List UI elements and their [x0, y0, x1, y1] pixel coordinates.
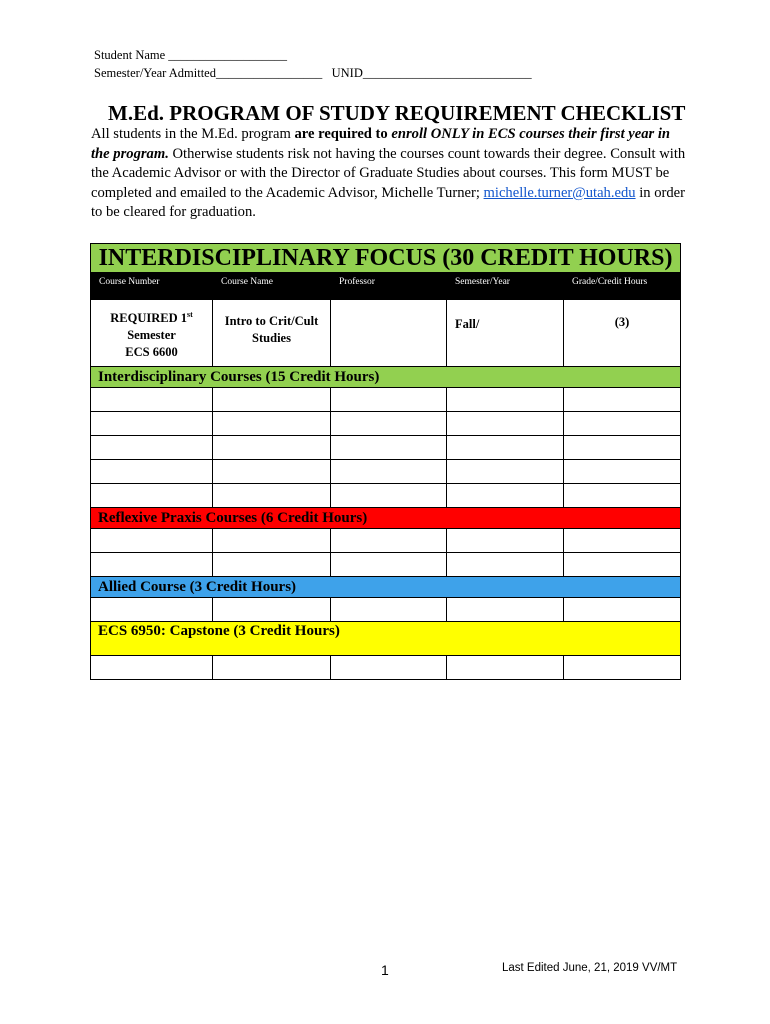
last-edited-note: Last Edited June, 21, 2019 VV/MT [502, 962, 678, 974]
table-cell[interactable] [91, 598, 213, 622]
interdisciplinary-section-header: Interdisciplinary Courses (15 Credit Hours) [91, 367, 681, 388]
table-cell[interactable] [447, 460, 564, 484]
table-cell[interactable] [213, 529, 331, 553]
table-row [91, 598, 681, 622]
table-cell[interactable] [447, 529, 564, 553]
table-cell[interactable] [447, 656, 564, 680]
table-cell[interactable] [91, 656, 213, 680]
required-course-name: Intro to Crit/Cult Studies [213, 300, 331, 367]
col-header-professor: Professor [331, 273, 447, 300]
table-cell[interactable] [564, 529, 681, 553]
table-cell[interactable] [91, 388, 213, 412]
reflexive-section-header: Reflexive Praxis Courses (6 Credit Hours) [91, 508, 681, 529]
page-title: M.Ed. PROGRAM OF STUDY REQUIREMENT CHECKLIST [108, 101, 686, 125]
table-cell[interactable] [91, 529, 213, 553]
table-row [91, 484, 681, 508]
table-cell[interactable] [564, 460, 681, 484]
intro-text-2: Otherwise students risk not having the courses count towards their degree. Consult with the Academic Advisor or with the Director of Graduate Studies about courses. This form MUST be completed and emailed to the Academic Advisor, Michelle Turner; [91, 145, 686, 201]
table-cell[interactable] [331, 388, 447, 412]
program-checklist-table [90, 243, 681, 680]
intro-paragraph [91, 125, 691, 223]
required-grade-cell[interactable]: (3) [564, 300, 681, 367]
table-cell[interactable] [91, 436, 213, 460]
table-cell[interactable] [447, 388, 564, 412]
semester-admitted-field: Semester/Year Admitted_________________ [94, 66, 323, 80]
required-course-number: REQUIRED 1st Semester ECS 6600 [91, 300, 213, 367]
table-cell[interactable] [564, 412, 681, 436]
table-cell[interactable] [564, 656, 681, 680]
table-cell[interactable] [564, 553, 681, 577]
table-row [91, 460, 681, 484]
table-cell[interactable] [91, 412, 213, 436]
table-cell[interactable] [564, 598, 681, 622]
table-cell[interactable] [447, 553, 564, 577]
table-row [91, 436, 681, 460]
table-row [91, 388, 681, 412]
semester-unid-line [94, 66, 532, 81]
table-cell[interactable] [331, 529, 447, 553]
table-cell[interactable] [331, 412, 447, 436]
table-cell[interactable] [564, 484, 681, 508]
table-cell[interactable] [331, 460, 447, 484]
intro-text-3: in order to be cleared for graduation. [91, 184, 686, 221]
intro-enroll-only: enroll ONLY in ECS courses their first year in the program. [91, 126, 671, 162]
table-cell[interactable] [564, 388, 681, 412]
table-cell[interactable] [447, 484, 564, 508]
capstone-section-header: ECS 6950: Capstone (3 Credit Hours) [91, 622, 681, 656]
allied-section-header: Allied Course (3 Credit Hours) [91, 577, 681, 598]
table-cell[interactable] [91, 553, 213, 577]
table-cell[interactable] [213, 436, 331, 460]
unid-field: UNID___________________________ [331, 66, 532, 80]
required-course-row [91, 300, 681, 367]
table-cell[interactable] [213, 460, 331, 484]
col-header-course-number: Course Number [91, 273, 213, 300]
table-cell[interactable] [331, 553, 447, 577]
required-semester-cell[interactable]: Fall/ [447, 300, 564, 367]
table-cell[interactable] [91, 460, 213, 484]
required-professor-cell[interactable] [331, 300, 447, 367]
col-header-semester-year: Semester/Year [447, 273, 564, 300]
table-cell[interactable] [213, 412, 331, 436]
table-cell[interactable] [213, 656, 331, 680]
advisor-email-link[interactable]: michelle.turner@utah.edu [483, 184, 636, 201]
intro-text-1: All students in the M.Ed. program [91, 126, 295, 142]
col-header-course-name: Course Name [213, 273, 331, 300]
table-cell[interactable] [213, 388, 331, 412]
table-row [91, 529, 681, 553]
table-cell[interactable] [331, 598, 447, 622]
table-cell[interactable] [213, 484, 331, 508]
table-cell[interactable] [564, 436, 681, 460]
col-header-grade-credit: Grade/Credit Hours [564, 273, 681, 300]
table-cell[interactable] [447, 412, 564, 436]
table-cell[interactable] [331, 656, 447, 680]
table-row [91, 412, 681, 436]
table-cell[interactable] [213, 553, 331, 577]
table-cell[interactable] [331, 436, 447, 460]
student-name-line: Student Name ___________________ [94, 48, 288, 62]
intro-required: are required to [294, 126, 392, 142]
focus-banner: INTERDISCIPLINARY FOCUS (30 CREDIT HOURS) [91, 244, 681, 273]
table-cell[interactable] [447, 436, 564, 460]
table-cell[interactable] [91, 484, 213, 508]
page-number: 1 [381, 962, 389, 978]
table-cell[interactable] [447, 598, 564, 622]
table-row [91, 656, 681, 680]
table-cell[interactable] [213, 598, 331, 622]
table-cell[interactable] [331, 484, 447, 508]
table-row [91, 553, 681, 577]
